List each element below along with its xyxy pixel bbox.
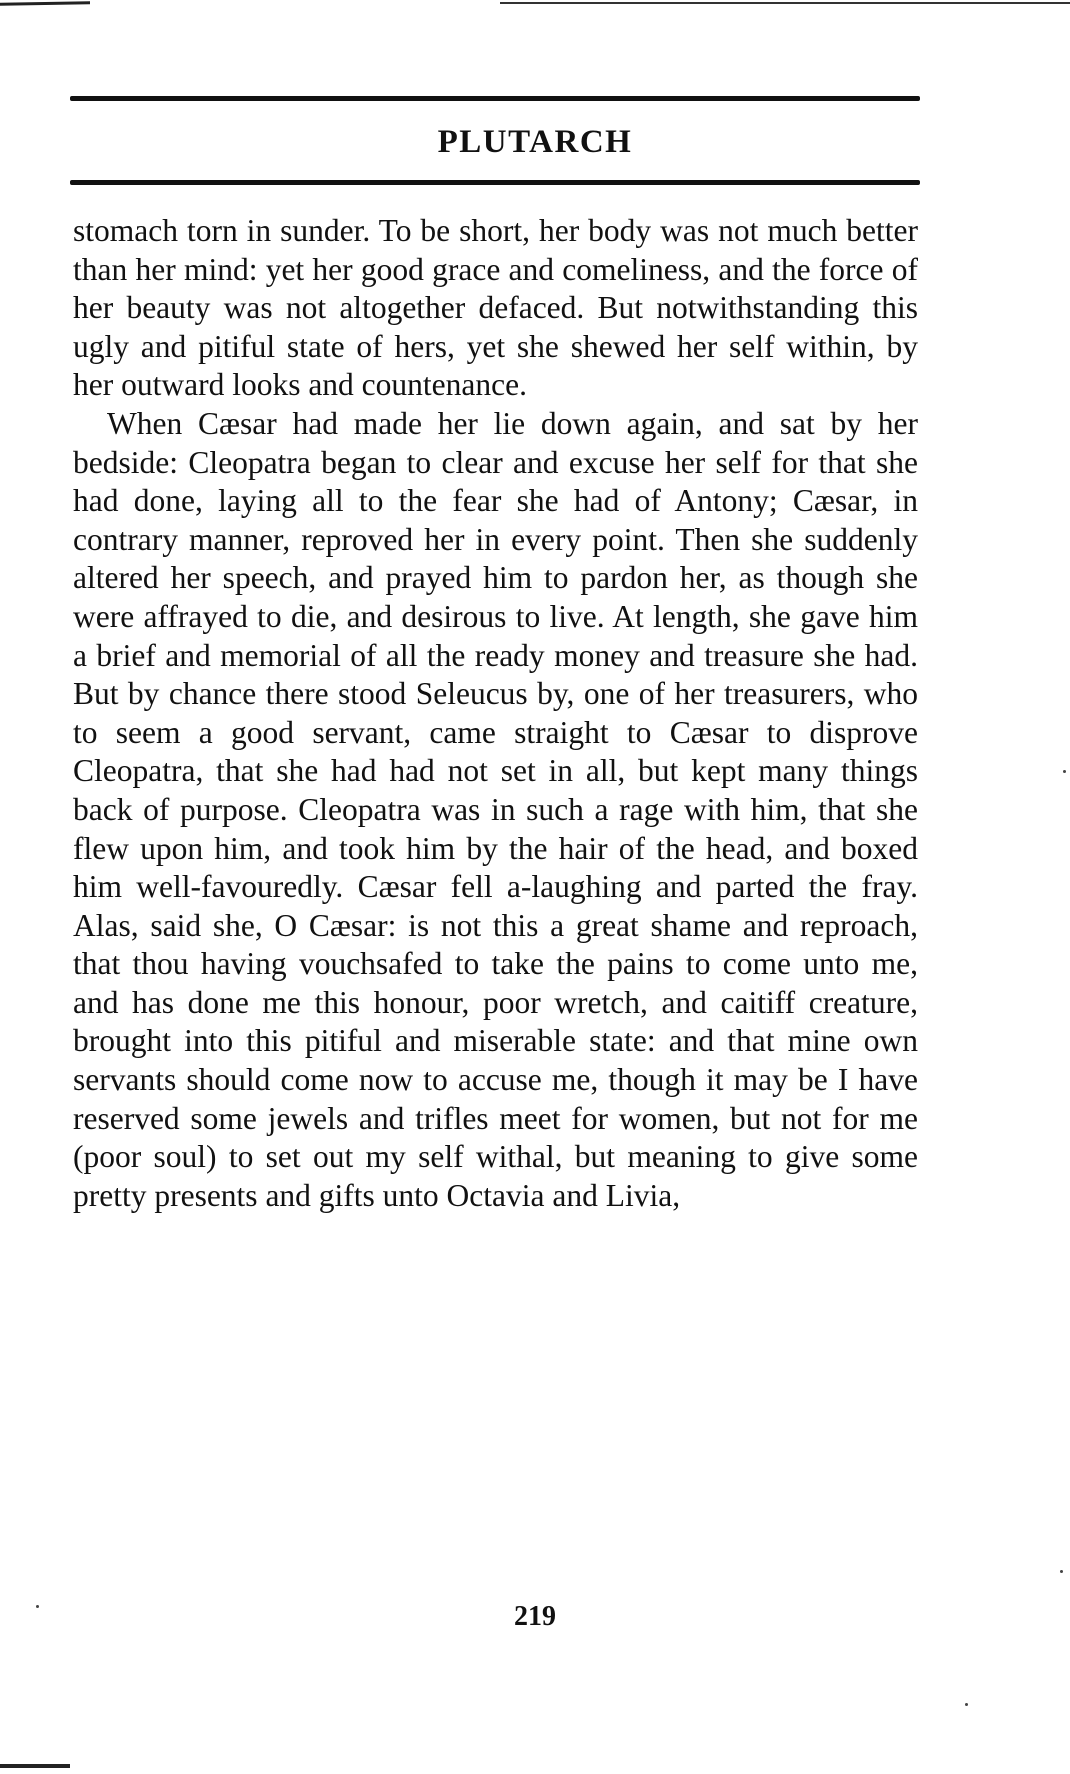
header-rule-bottom (70, 180, 920, 185)
running-title: PLUTARCH (437, 124, 633, 160)
body-text (73, 212, 918, 1215)
scan-speck (1063, 770, 1066, 773)
scan-edge-line (500, 2, 1070, 4)
scan-speck (965, 1703, 968, 1706)
scan-edge-mark (0, 1764, 70, 1768)
scan-speck (1060, 1570, 1063, 1573)
paragraph: stomach torn in sunder. To be short, her body was not much better than her mind: yet her good grace and comeliness, and the force of her beauty was not altogether defaced. But notwithstanding this ugly and pitiful state of hers, yet she shewed her self within, by her outward looks and countenance. (73, 213, 918, 403)
paragraph: When Cæsar had made her lie down again, and sat by her bedside: Cleopatra began to clear and excuse her self for that she had done, laying all to the fear she had of Antony; Cæsar, in contrary manner, reproved her in every point. Then she suddenly altered her speech, and prayed him to pardon her, as though she were affrayed to die, and desirous to live. At length, she gave him a brief and memorial of all the ready money and treasure she had. But by chance there stood Seleucus by, one of her treasurers, who to seem a good servant, came straight to Cæsar to disprove Cleopatra, that she had had not set in all, but kept many things back of purpose. Cleopatra was in such a rage with him, that she flew upon him, and took him by the hair of the head, and boxed him well-favouredly. Cæsar fell a-laughing and parted the fray. Alas, said she, O Cæsar: is not this a great shame and reproach, that thou having vouchsafed to take the pains to come unto me, and has done me this honour, poor wretch, and caitiff creature, brought into this pitiful and miserable state: and that mine own servants should come now to accuse me, though it may be I have reserved some jewels and trifles meet for women, but not for me (poor soul) to set out my self withal, but meaning to give some pretty presents and gifts unto Octavia and Livia, (73, 405, 918, 1213)
scan-edge-mark (0, 1, 90, 6)
scan-speck (36, 1605, 39, 1608)
page-number: 219 (514, 1601, 556, 1632)
header-rule-top (70, 96, 920, 101)
